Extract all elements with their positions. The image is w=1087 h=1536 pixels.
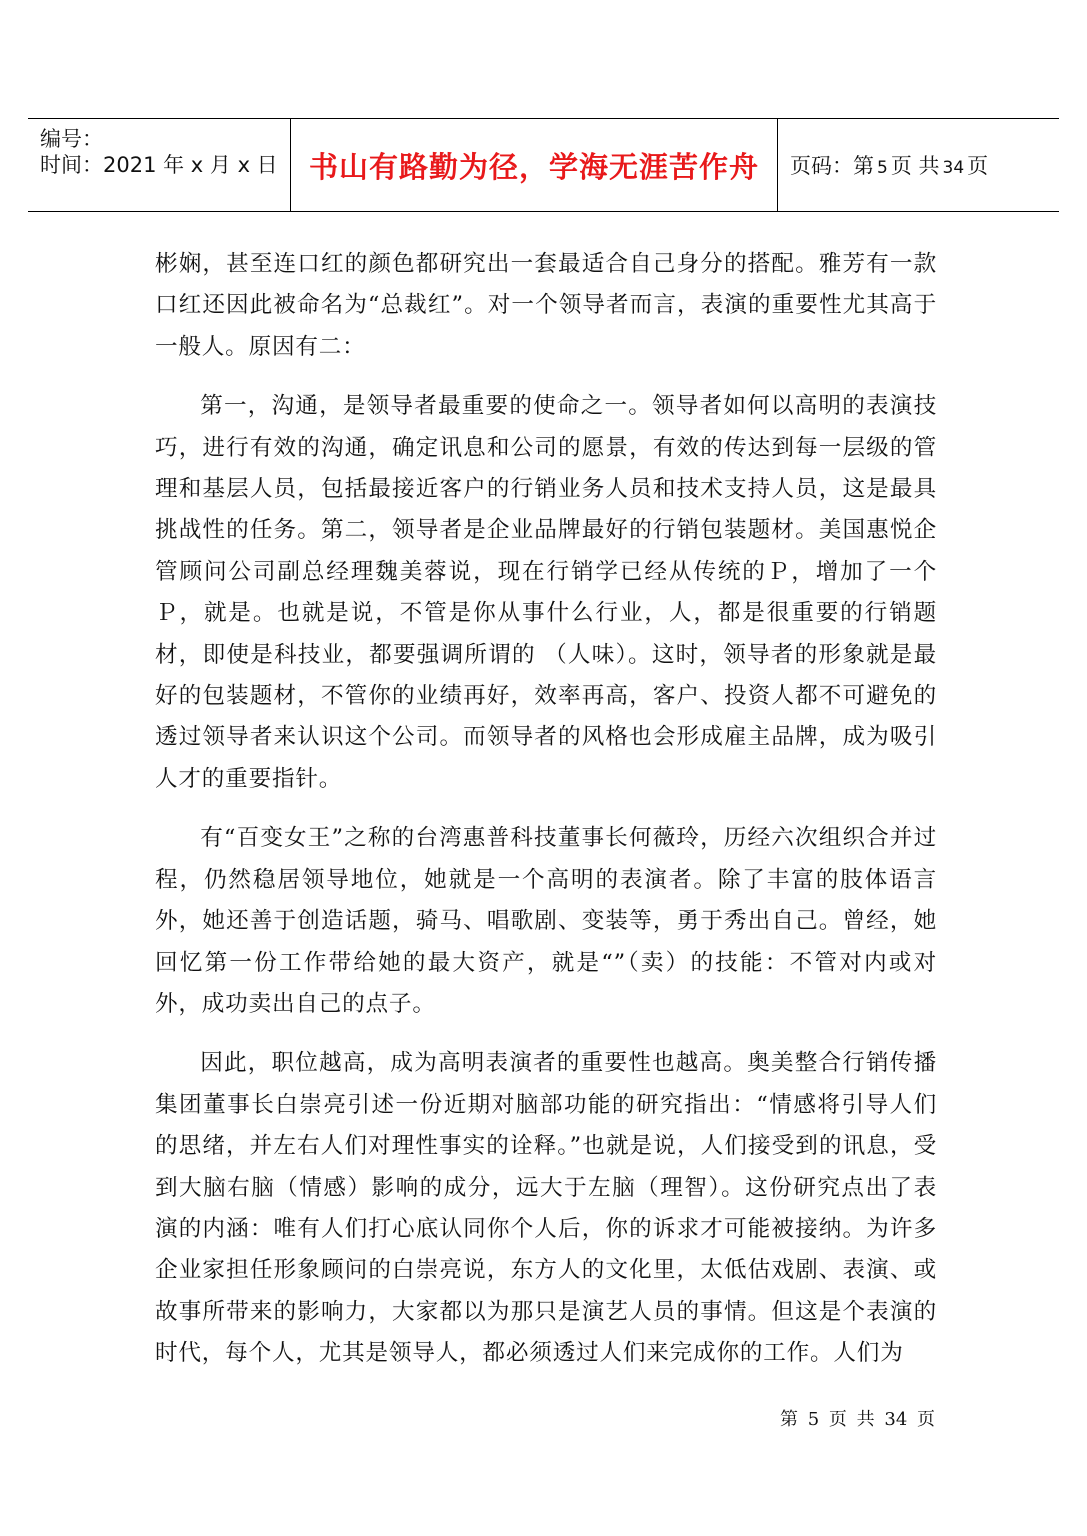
- page-header: [28, 118, 1059, 212]
- paragraph: 因此，职位越高，成为高明表演者的重要性也越高。奥美整合行销传播集团董事长白崇亮引述一份近期对脑部功能的研究指出：“情感将引导人们的思绪，并左右人们对理性事实的诠释。”也就是说，人们接受到的讯息，受到大脑右脑（情感）影响的成分，远大于左脑（理智）。这份研究点出了表演的内涵：唯有人们打心底认同你个人后，你的诉求才可能被接纳。为许多企业家担任形象顾问的白崇亮说，东方人的文化里，太低估戏剧、表演、或故事所带来的影响力，大家都以为那只是演艺人员的事情。但这是个表演的时代，每个人，尤其是领导人，都必须透过人们来完成你的工作。人们为: [155, 1050, 937, 1367]
- page-number: 5: [877, 158, 888, 178]
- page-label-prefix: 页码：第: [790, 154, 874, 178]
- page-indicator: [790, 150, 988, 180]
- serial-label: 编号：: [40, 127, 103, 151]
- paragraph: 彬娴，甚至连口红的颜色都研究出一套最适合自己身分的搭配。雅芳有一款口红还因此被命名为“总裁红”。对一个领导者而言，表演的重要性尤其高于一般人。原因有二：: [155, 251, 937, 360]
- time-label: 时间：2021 年 x 月 x 日: [40, 153, 278, 177]
- motto: 书山有路勤为径，学海无涯苦作舟: [308, 149, 759, 184]
- paragraph: 第一，沟通，是领导者最重要的使命之一。领导者如何以高明的表演技巧，进行有效的沟通，确定讯息和公司的愿景，有效的传达到每一层级的管理和基层人员，包括最接近客户的行销业务人员和技术支持人员，这是最具挑战性的任务。第二，领导者是企业品牌最好的行销包装题材。美国惠悦企管顾问公司副总经理魏美蓉说，现在行销学已经从传统的Ｐ，增加了一个Ｐ，就是。也就是说，不管是你从事什么行业，人，都是很重要的行销题材，即使是科技业，都要强调所谓的 （人味）。这时，领导者的形象就是最好的包装题材，不管你的业绩再好，效率再高，客户、投资人都不可避免的透过领导者来认识这个公司。而领导者的风格也会形成雇主品牌，成为吸引人才的重要指针。: [155, 393, 937, 792]
- page-footer: 第 5 页 共 34 页: [780, 1409, 935, 1430]
- document-body: [155, 244, 937, 1393]
- header-motto-cell: [291, 119, 778, 211]
- page-total: 34: [942, 158, 965, 178]
- page-label-suffix: 页: [967, 154, 989, 178]
- page-label-mid: 页 共: [890, 154, 940, 178]
- paragraph: 有“百变女王”之称的台湾惠普科技董事长何薇玲，历经六次组织合并过程，仍然稳居领导地位，她就是一个高明的表演者。除了丰富的肢体语言外，她还善于创造话题，骑马、唱歌剧、变装等，勇于秀出自己。曾经，她回忆第一份工作带给她的最大资产，就是“”（卖）的技能：不管对内或对外，成功卖出自己的点子。: [155, 825, 937, 1017]
- header-meta: [28, 119, 291, 211]
- header-page-cell: [778, 119, 1059, 211]
